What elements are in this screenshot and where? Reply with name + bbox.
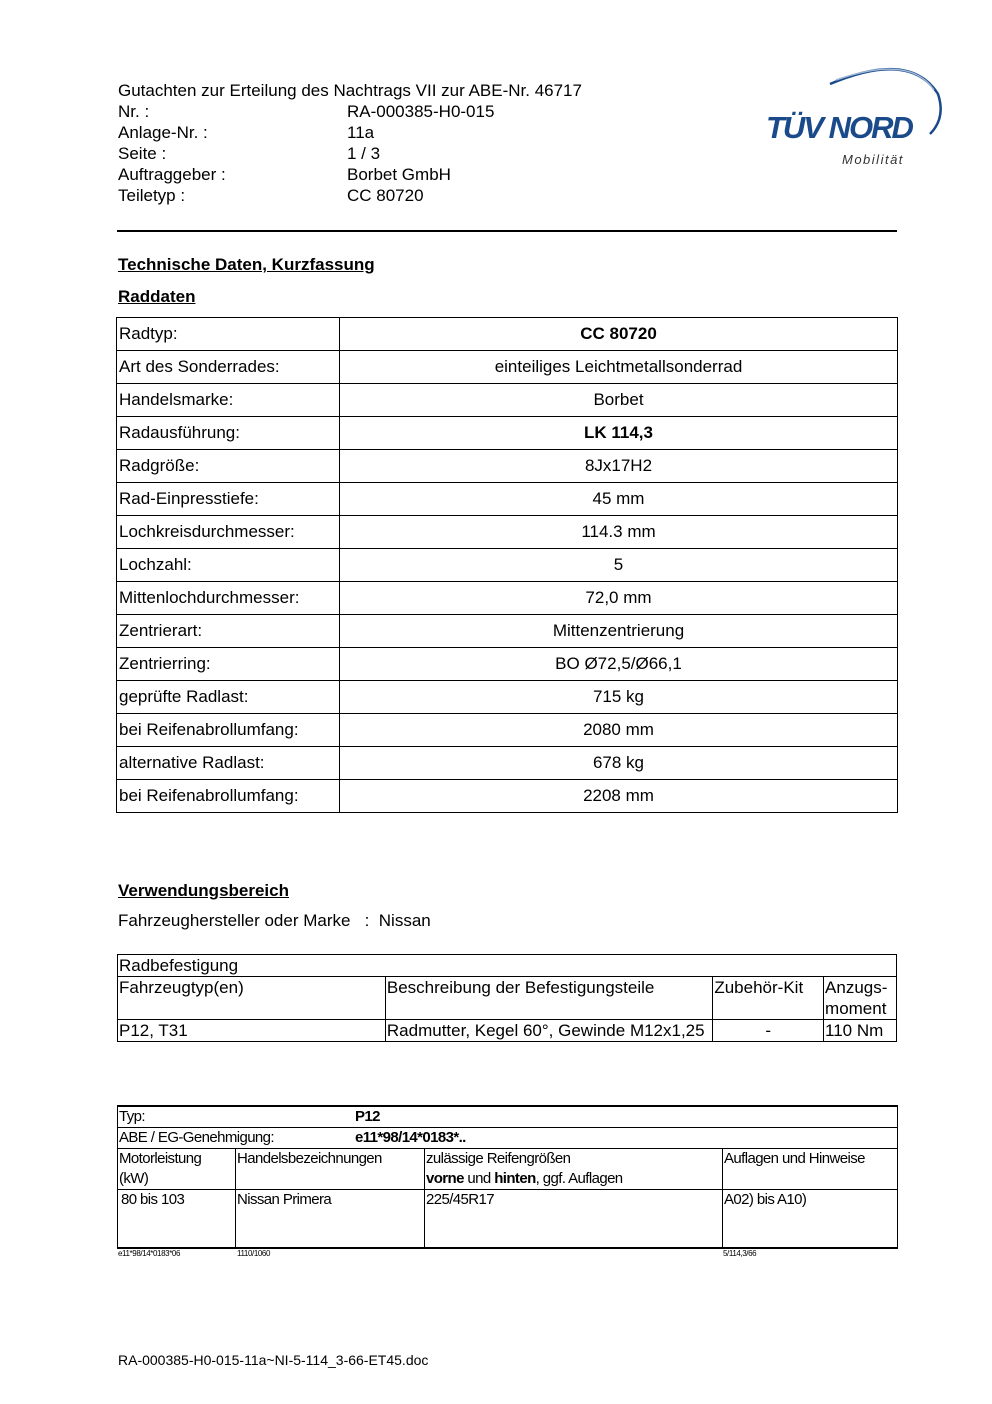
table-row [118,955,897,977]
document-header [118,80,678,206]
header-row-seite [118,143,678,164]
header-key: Seite : [118,144,167,163]
raddaten-key: Rad-Einpresstiefe: [117,483,340,516]
raddaten-key: bei Reifenabrollumfang: [117,714,340,747]
verwendung-heading: Verwendungsbereich [118,881,289,900]
header-value: 11a [347,123,375,142]
column-header: Auflagen und Hinweise [723,1149,898,1190]
table-cell: Nissan Primera [236,1190,425,1249]
footnote-abe: e11*98/14*0183*06 [118,1249,181,1258]
manufacturer-line: Fahrzeughersteller oder Marke : Nissan [118,911,431,930]
tuev-nord-logo [760,58,945,173]
footnote-wheel: 5/114,3/66 [723,1249,757,1258]
table-row [117,318,898,351]
table-row [118,1020,897,1042]
raddaten-key: geprüfte Radlast: [117,681,340,714]
table-row [117,516,898,549]
table-cell: - [713,1020,824,1042]
header-value: 1 / 3 [347,144,381,163]
header-row-nr [118,101,678,122]
header-row-teiletyp [118,185,678,206]
column-header: Handelsbezeichnungen [236,1149,425,1190]
table-row [117,681,898,714]
header-value: Borbet GmbH [347,165,451,184]
table-row [117,549,898,582]
raddaten-value: Borbet [340,384,898,417]
tyre-header-tail: , ggf. Auflagen [535,1170,623,1187]
header-divider [117,230,897,232]
header-value: RA-000385-H0-015 [347,102,495,121]
raddaten-key: Lochzahl: [117,549,340,582]
footnote-power: 1110/1060 [237,1249,271,1258]
raddaten-value: 715 kg [340,681,898,714]
table-row [117,714,898,747]
raddaten-value: 72,0 mm [340,582,898,615]
table-row [117,450,898,483]
raddaten-value: einteiliges Leichtmetallsonderrad [340,351,898,384]
raddaten-key: alternative Radlast: [117,747,340,780]
raddaten-key: Lochkreisdurchmesser: [117,516,340,549]
header-key: Anlage-Nr. : [118,123,208,142]
radbefestigung-table [117,954,897,1042]
tyre-header-rear: hinten [494,1170,536,1187]
raddaten-value: 45 mm [340,483,898,516]
raddaten-value: CC 80720 [340,318,898,351]
table-cell: P12, T31 [118,1020,386,1042]
table-row [117,648,898,681]
raddaten-value: 2208 mm [340,780,898,813]
column-header: Motorleistung (kW) [118,1149,236,1190]
raddaten-value: 678 kg [340,747,898,780]
table-header-row [118,1149,898,1190]
column-header-tyres [425,1149,723,1190]
typ-value: P12 [355,1108,380,1125]
table-row [117,780,898,813]
column-header: Zubehör-Kit [713,977,824,1020]
raddaten-value: LK 114,3 [340,417,898,450]
table-row [117,747,898,780]
tyre-header-and: und [463,1170,495,1187]
table-row [117,417,898,450]
raddaten-key: bei Reifenabrollumfang: [117,780,340,813]
raddaten-key: Radgröße: [117,450,340,483]
table-cell: 110 Nm [824,1020,897,1042]
radbefestigung-caption: Radbefestigung [118,955,897,977]
tyre-header-front: vorne [426,1170,464,1187]
column-header: Fahrzeugtyp(en) [118,977,386,1020]
raddaten-heading: Raddaten [118,287,196,306]
raddaten-key: Radausführung: [117,417,340,450]
svg-text:Mobilität: Mobilität [842,152,904,167]
svg-text:TÜV NORD: TÜV NORD [766,110,912,145]
tyre-header-line2 [426,1169,721,1189]
typ-row [118,1106,898,1128]
raddaten-value: BO Ø72,5/Ø66,1 [340,648,898,681]
table-row [117,384,898,417]
document-footer: RA-000385-H0-015-11a~NI-5-114_3-66-ET45.doc [118,1352,429,1368]
typ-label: Typ: [119,1108,145,1125]
vehicle-table [117,1105,898,1249]
table-header-row [118,977,897,1020]
table-row [118,1190,898,1249]
raddaten-key: Art des Sonderrades: [117,351,340,384]
abe-row [118,1128,898,1149]
raddaten-value: Mittenzentrierung [340,615,898,648]
raddaten-key: Mittenlochdurchmesser: [117,582,340,615]
raddaten-value: 8Jx17H2 [340,450,898,483]
raddaten-value: 5 [340,549,898,582]
raddaten-key: Handelsmarke: [117,384,340,417]
abe-label: ABE / EG-Genehmigung: [119,1129,274,1146]
header-value: CC 80720 [347,186,424,205]
table-row [118,1106,898,1128]
abe-value: e11*98/14*0183*.. [355,1129,466,1146]
table-row [118,1128,898,1149]
header-row-auftraggeber [118,164,678,185]
table-cell: A02) bis A10) [723,1190,898,1249]
column-header: Beschreibung der Befestigungsteile [385,977,712,1020]
table-row [117,483,898,516]
header-key: Nr. : [118,102,150,121]
table-cell: 80 bis 103 [118,1190,236,1249]
table-row [117,351,898,384]
raddaten-key: Radtyp: [117,318,340,351]
table-row [117,615,898,648]
raddaten-table [116,317,898,813]
raddaten-value: 114.3 mm [340,516,898,549]
header-row-anlage [118,122,678,143]
raddaten-value: 2080 mm [340,714,898,747]
raddaten-key: Zentrierring: [117,648,340,681]
header-key: Auftraggeber : [118,165,226,184]
logo-arc-icon [760,58,945,173]
table-cell: Radmutter, Kegel 60°, Gewinde M12x1,25 [385,1020,712,1042]
table-row [117,582,898,615]
raddaten-key: Zentrierart: [117,615,340,648]
column-header: Anzugs-moment [824,977,897,1020]
header-key: Teiletyp : [118,186,186,205]
section-title: Technische Daten, Kurzfassung [118,255,375,274]
tyre-header-line1: zulässige Reifengrößen [426,1150,571,1167]
document-title: Gutachten zur Erteilung des Nachtrags VII zur ABE-Nr. 46717 [118,81,582,100]
table-cell: 225/45R17 [425,1190,723,1249]
